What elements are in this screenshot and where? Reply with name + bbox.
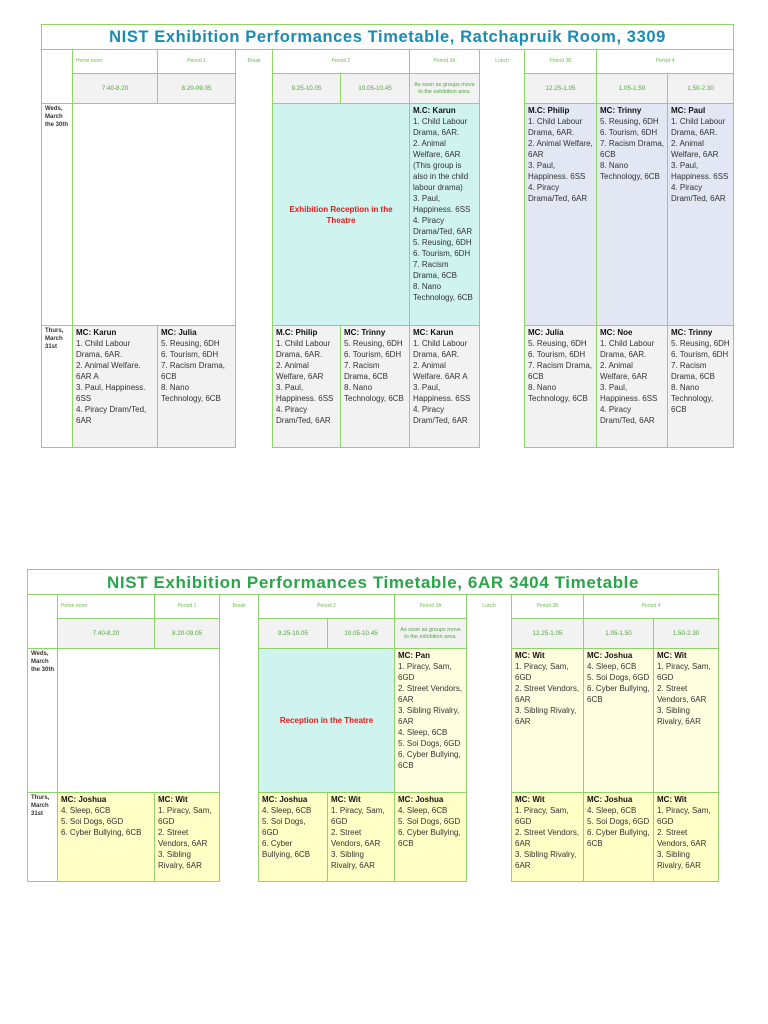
performance-item: 2. Animal Welfare. 6AR A — [413, 361, 468, 381]
performance-item: 6. Tourism, 6DH — [528, 350, 586, 359]
header-period4: Period 4 — [597, 50, 734, 74]
slot-cell — [73, 326, 158, 448]
break-gap — [220, 649, 259, 793]
performance-item: 2. Animal Welfare, 6AR — [528, 139, 593, 159]
mc-name: MC: Joshua — [61, 795, 107, 804]
performance-item: 3. Sibling Rivalry, 6AR — [515, 706, 577, 726]
mc-name: MC: Joshua — [587, 795, 633, 804]
slot-cell — [584, 793, 654, 882]
slot-cell — [597, 104, 668, 326]
slot-cell — [668, 326, 734, 448]
mc-name: MC: Wit — [657, 795, 687, 804]
performance-item: 1. Piracy, Sam, 6GD — [331, 806, 385, 826]
performance-item: 3. Sibling Rivalry, 6AR — [657, 706, 701, 726]
header-lunch: Lunch — [480, 50, 525, 74]
lunch-gap — [467, 649, 512, 793]
reception-cell: Reception in the Theatre — [259, 649, 395, 793]
mc-name: M.C: Philip — [528, 106, 570, 115]
performance-item: 3. Paul, Happiness. 6SS — [528, 161, 586, 181]
performance-item: 2. Animal Welfare, 6AR (This group is also in the child labour drama) — [413, 139, 469, 192]
slot-cell — [525, 104, 597, 326]
performance-item: 6. Cyber Bullying, 6CB — [587, 684, 650, 704]
performance-item: 1. Child Labour Drama, 6AR. — [76, 339, 131, 359]
performance-item: 4. Sleep, 6CB — [398, 728, 448, 737]
lunch-gap — [480, 74, 525, 104]
performance-item: 5. Reusing, 6DH — [161, 339, 220, 348]
table-title: NIST Exhibition Performances Timetable, Ratchapruik Room, 3309 — [42, 25, 734, 50]
mc-name: MC: Wit — [515, 651, 545, 660]
mc-name: MC: Trinny — [344, 328, 386, 337]
mc-name: MC: Trinny — [671, 328, 713, 337]
header-period3a: Period 3A — [395, 595, 467, 619]
performance-item: 3. Paul, Happiness. 6SS — [413, 383, 471, 403]
performance-item: 2. Street Vendors, 6AR — [158, 828, 208, 848]
performance-item: 1. Piracy, Sam, 6GD — [158, 806, 212, 826]
performance-item: 4. Sleep, 6CB — [262, 806, 312, 815]
time-cell: 8.20-09.05 — [158, 74, 236, 104]
time-cell: 8.20-09.05 — [155, 619, 220, 649]
performance-item: 6. Cyber Bullying, 6CB — [398, 750, 461, 770]
mc-name: M.C: Philip — [276, 328, 318, 337]
performance-item: 5. Soi Dogs, 6GD — [61, 817, 124, 826]
performance-item: 2. Street Vendors, 6AR — [657, 684, 707, 704]
performance-item: 6. Tourism, 6DH — [344, 350, 402, 359]
slot-cell — [512, 793, 584, 882]
performance-item: 1. Piracy, Sam, 6GD — [657, 806, 711, 826]
time-note: As soon as groups move to the exhibition area. — [395, 619, 467, 649]
header-period3b: Period 3B — [512, 595, 584, 619]
performance-item: 5. Reusing, 6DH — [600, 117, 659, 126]
performance-item: 8. Nano Technology, 6CB — [344, 383, 404, 403]
performance-item: 4. Piracy Dram/Ted, 6AR — [413, 405, 468, 425]
performance-item: 6. Tourism, 6DH — [671, 350, 729, 359]
break-gap — [220, 619, 259, 649]
slot-cell — [395, 649, 467, 793]
performance-item: 6. Tourism, 6DH — [413, 249, 471, 258]
header-period2: Period 2 — [259, 595, 395, 619]
performance-item: 7. Racism Drama, 6CB — [528, 361, 593, 381]
timetable-ratchapruik — [41, 24, 734, 448]
time-cell: 12.25-1.05 — [525, 74, 597, 104]
performance-item: 5. Soi Dogs, 6GD — [587, 817, 650, 826]
corner-cell — [28, 595, 58, 649]
performance-item: 1. Child Labour Drama, 6AR. — [276, 339, 331, 359]
performance-item: 8. Nano Technology, 6CB — [161, 383, 221, 403]
break-gap — [236, 326, 273, 448]
slot-cell — [410, 326, 480, 448]
time-cell: 1.05-1.50 — [597, 74, 668, 104]
performance-item: 1. Piracy, Sam, 6GD — [657, 662, 711, 682]
day-label: Thurs, March 31st — [42, 326, 73, 448]
slot-cell — [58, 793, 155, 882]
performance-item: 1. Child Labour Drama, 6AR. — [413, 117, 468, 137]
performance-item: 6. Cyber Bullying, 6CB — [262, 839, 311, 859]
performance-item: 4. Sleep, 6CB — [587, 662, 637, 671]
performance-item: 5. Soi Dogs, 6GD — [398, 739, 461, 748]
performance-item: 2. Animal Welfare, 6AR — [671, 139, 719, 159]
performance-item: 2. Animal Welfare, 6AR — [276, 361, 324, 381]
performance-item: 1. Child Labour Drama, 6AR. — [671, 117, 726, 137]
performance-item: 2. Street Vendors, 6AR — [657, 828, 707, 848]
performance-item: 3. Paul, Happiness. 6SS — [671, 161, 729, 181]
performance-item: 3. Sibling Rivalry, 6AR — [398, 706, 460, 726]
performance-item: 3. Sibling Rivalry, 6AR — [657, 850, 701, 870]
performance-item: 1. Piracy, Sam, 6GD — [515, 806, 569, 826]
lunch-gap — [467, 619, 512, 649]
lunch-gap — [480, 104, 525, 326]
performance-item: 3. Paul, Happiness. 6SS — [413, 194, 471, 214]
mc-name: MC: Pan — [398, 651, 430, 660]
mc-name: MC: Joshua — [587, 651, 633, 660]
mc-name: MC: Joshua — [262, 795, 308, 804]
performance-item: 6. Tourism, 6DH — [161, 350, 219, 359]
performance-item: 8. Nano Technology, 6CB — [528, 383, 588, 403]
performance-item: 2. Street Vendors, 6AR — [515, 828, 580, 848]
performance-item: 4. Sleep, 6CB — [61, 806, 111, 815]
performance-item: 3. Sibling Rivalry, 6AR — [158, 850, 202, 870]
time-cell: 10.05-10.45 — [328, 619, 395, 649]
break-gap — [220, 793, 259, 882]
performance-item: 2. Animal Welfare, 6AR — [600, 361, 648, 381]
performance-item: 4. Piracy Dram/Ted, 6AR — [600, 405, 655, 425]
mc-name: M.C: Karun — [413, 106, 456, 115]
time-cell: 1.05-1.50 — [584, 619, 654, 649]
time-cell: 7:40-8.20 — [73, 74, 158, 104]
mc-name: MC: Wit — [331, 795, 361, 804]
header-lunch: Lunch — [467, 595, 512, 619]
time-cell: 9.25-10.05 — [273, 74, 341, 104]
performance-item: 5. Reusing, 6DH — [671, 339, 730, 348]
lunch-gap — [480, 326, 525, 448]
performance-item: 5. Soi Dogs, 6GD — [262, 817, 306, 837]
performance-item: 5. Soi Dogs, 6GD — [587, 673, 650, 682]
performance-item: 1. Child Labour Drama, 6AR. — [528, 117, 583, 137]
header-homeroom: Home room — [58, 595, 155, 619]
mc-name: MC: Wit — [657, 651, 687, 660]
slot-cell — [410, 104, 480, 326]
performance-item: 6. Cyber Bullying, 6CB — [398, 828, 461, 848]
performance-item: 4. Piracy Drama/Ted, 6AR 5. Reusing, 6DH — [413, 216, 473, 247]
performance-item: 8. Nano Technology, 6CB — [413, 282, 473, 302]
break-gap — [236, 74, 273, 104]
slot-cell — [328, 793, 395, 882]
performance-item: 8. Nano Technology, 6CB — [600, 161, 660, 181]
performance-item: 2. Street Vendors, 6AR — [331, 828, 381, 848]
performance-item: 2. Animal Welfare. 6AR A — [76, 361, 141, 381]
performance-item: 3. Paul, Happiness. 6SS — [76, 383, 146, 403]
header-break: Break — [236, 50, 273, 74]
header-break: Break — [220, 595, 259, 619]
performance-item: 6. Tourism, 6DH — [600, 128, 658, 137]
mc-name: MC: Karun — [413, 328, 454, 337]
performance-item: 6. Cyber Bullying, 6CB — [587, 828, 650, 848]
mc-name: MC: Julia — [161, 328, 197, 337]
performance-item: 4. Piracy Dram/Ted, 6AR — [671, 183, 726, 203]
performance-item: 1. Piracy, Sam, 6GD — [515, 662, 569, 682]
performance-item: 7. Racism Drama, 6CB — [161, 361, 226, 381]
time-cell: 1.50-2.30 — [668, 74, 734, 104]
slot-cell — [395, 793, 467, 882]
performance-item: 4. Piracy Dram/Ted, 6AR — [276, 405, 331, 425]
performance-item: 4. Sleep, 6CB — [398, 806, 448, 815]
time-cell: 7:40-8.20 — [58, 619, 155, 649]
mc-name: MC: Paul — [671, 106, 706, 115]
day-label: Weds, March the 30th — [42, 104, 73, 326]
header-period1: Period 1 — [158, 50, 236, 74]
slot-cell — [158, 326, 236, 448]
slot-cell — [654, 793, 719, 882]
performance-item: 5. Soi Dogs, 6GD — [398, 817, 461, 826]
performance-item: 4. Sleep, 6CB — [587, 806, 637, 815]
header-period1: Period 1 — [155, 595, 220, 619]
header-homeroom: Home room — [73, 50, 158, 74]
slot-cell — [155, 793, 220, 882]
mc-name: MC: Wit — [158, 795, 188, 804]
performance-item: 2. Street Vendors, 6AR — [515, 684, 580, 704]
mc-name: MC: Wit — [515, 795, 545, 804]
table-title: NIST Exhibition Performances Timetable, 6AR 3404 Timetable — [28, 570, 719, 595]
mc-name: MC: Joshua — [398, 795, 444, 804]
empty-slot — [73, 104, 236, 326]
lunch-gap — [467, 793, 512, 882]
slot-cell — [273, 326, 341, 448]
performance-item: 5. Reusing, 6DH — [528, 339, 587, 348]
header-period3b: Period 3B — [525, 50, 597, 74]
time-note: As soon as groups move to the exhibition area. — [410, 74, 480, 104]
time-cell: 9.25-10.05 — [259, 619, 328, 649]
slot-cell — [584, 649, 654, 793]
time-cell: 12.25-1.05 — [512, 619, 584, 649]
performance-item: 4. Piracy Dram/Ted, 6AR — [76, 405, 147, 425]
slot-cell — [341, 326, 410, 448]
performance-item: 4. Piracy Drama/Ted, 6AR — [528, 183, 588, 203]
performance-item: 7. Racism Drama, 6CB — [344, 361, 389, 381]
performance-item: 1. Child Labour Drama, 6AR. — [413, 339, 468, 359]
performance-item: 8. Nano Technology, 6CB — [671, 383, 714, 414]
header-period2: Period 2 — [273, 50, 410, 74]
performance-item: 3. Paul, Happiness. 6SS — [600, 383, 658, 403]
time-cell: 1.50-2.30 — [654, 619, 719, 649]
mc-name: MC: Karun — [76, 328, 117, 337]
performance-item: 7. Racism Drama, 6CB — [671, 361, 716, 381]
slot-cell — [668, 104, 734, 326]
slot-cell — [597, 326, 668, 448]
slot-cell — [654, 649, 719, 793]
performance-item: 2. Street Vendors, 6AR — [398, 684, 463, 704]
performance-item: 7. Racism Drama, 6CB — [600, 139, 665, 159]
slot-cell — [259, 793, 328, 882]
timetable-6ar-3404 — [27, 569, 719, 882]
time-cell: 10.05-10.45 — [341, 74, 410, 104]
performance-item: 1. Child Labour Drama, 6AR. — [600, 339, 655, 359]
day-label: Weds, March the 30th — [28, 649, 58, 793]
performance-item: 3. Paul, Happiness. 6SS — [276, 383, 334, 403]
performance-item: 5. Reusing, 6DH — [344, 339, 403, 348]
performance-item: 1. Piracy, Sam, 6GD — [398, 662, 452, 682]
slot-cell — [525, 326, 597, 448]
mc-name: MC: Trinny — [600, 106, 642, 115]
mc-name: MC: Noe — [600, 328, 633, 337]
header-period3a: Period 3A — [410, 50, 480, 74]
day-label: Thurs, March 31st — [28, 793, 58, 882]
performance-item: 3. Sibling Rivalry, 6AR — [515, 850, 577, 870]
performance-item: 7. Racism Drama, 6CB — [413, 260, 458, 280]
break-gap — [236, 104, 273, 326]
mc-name: MC: Julia — [528, 328, 564, 337]
performance-item: 6. Cyber Bullying, 6CB — [61, 828, 142, 837]
reception-cell: Exhibition Reception in the Theatre — [273, 104, 410, 326]
empty-slot — [58, 649, 220, 793]
performance-item: 3. Sibling Rivalry, 6AR — [331, 850, 375, 870]
slot-cell — [512, 649, 584, 793]
header-period4: Period 4 — [584, 595, 719, 619]
corner-cell — [42, 50, 73, 104]
